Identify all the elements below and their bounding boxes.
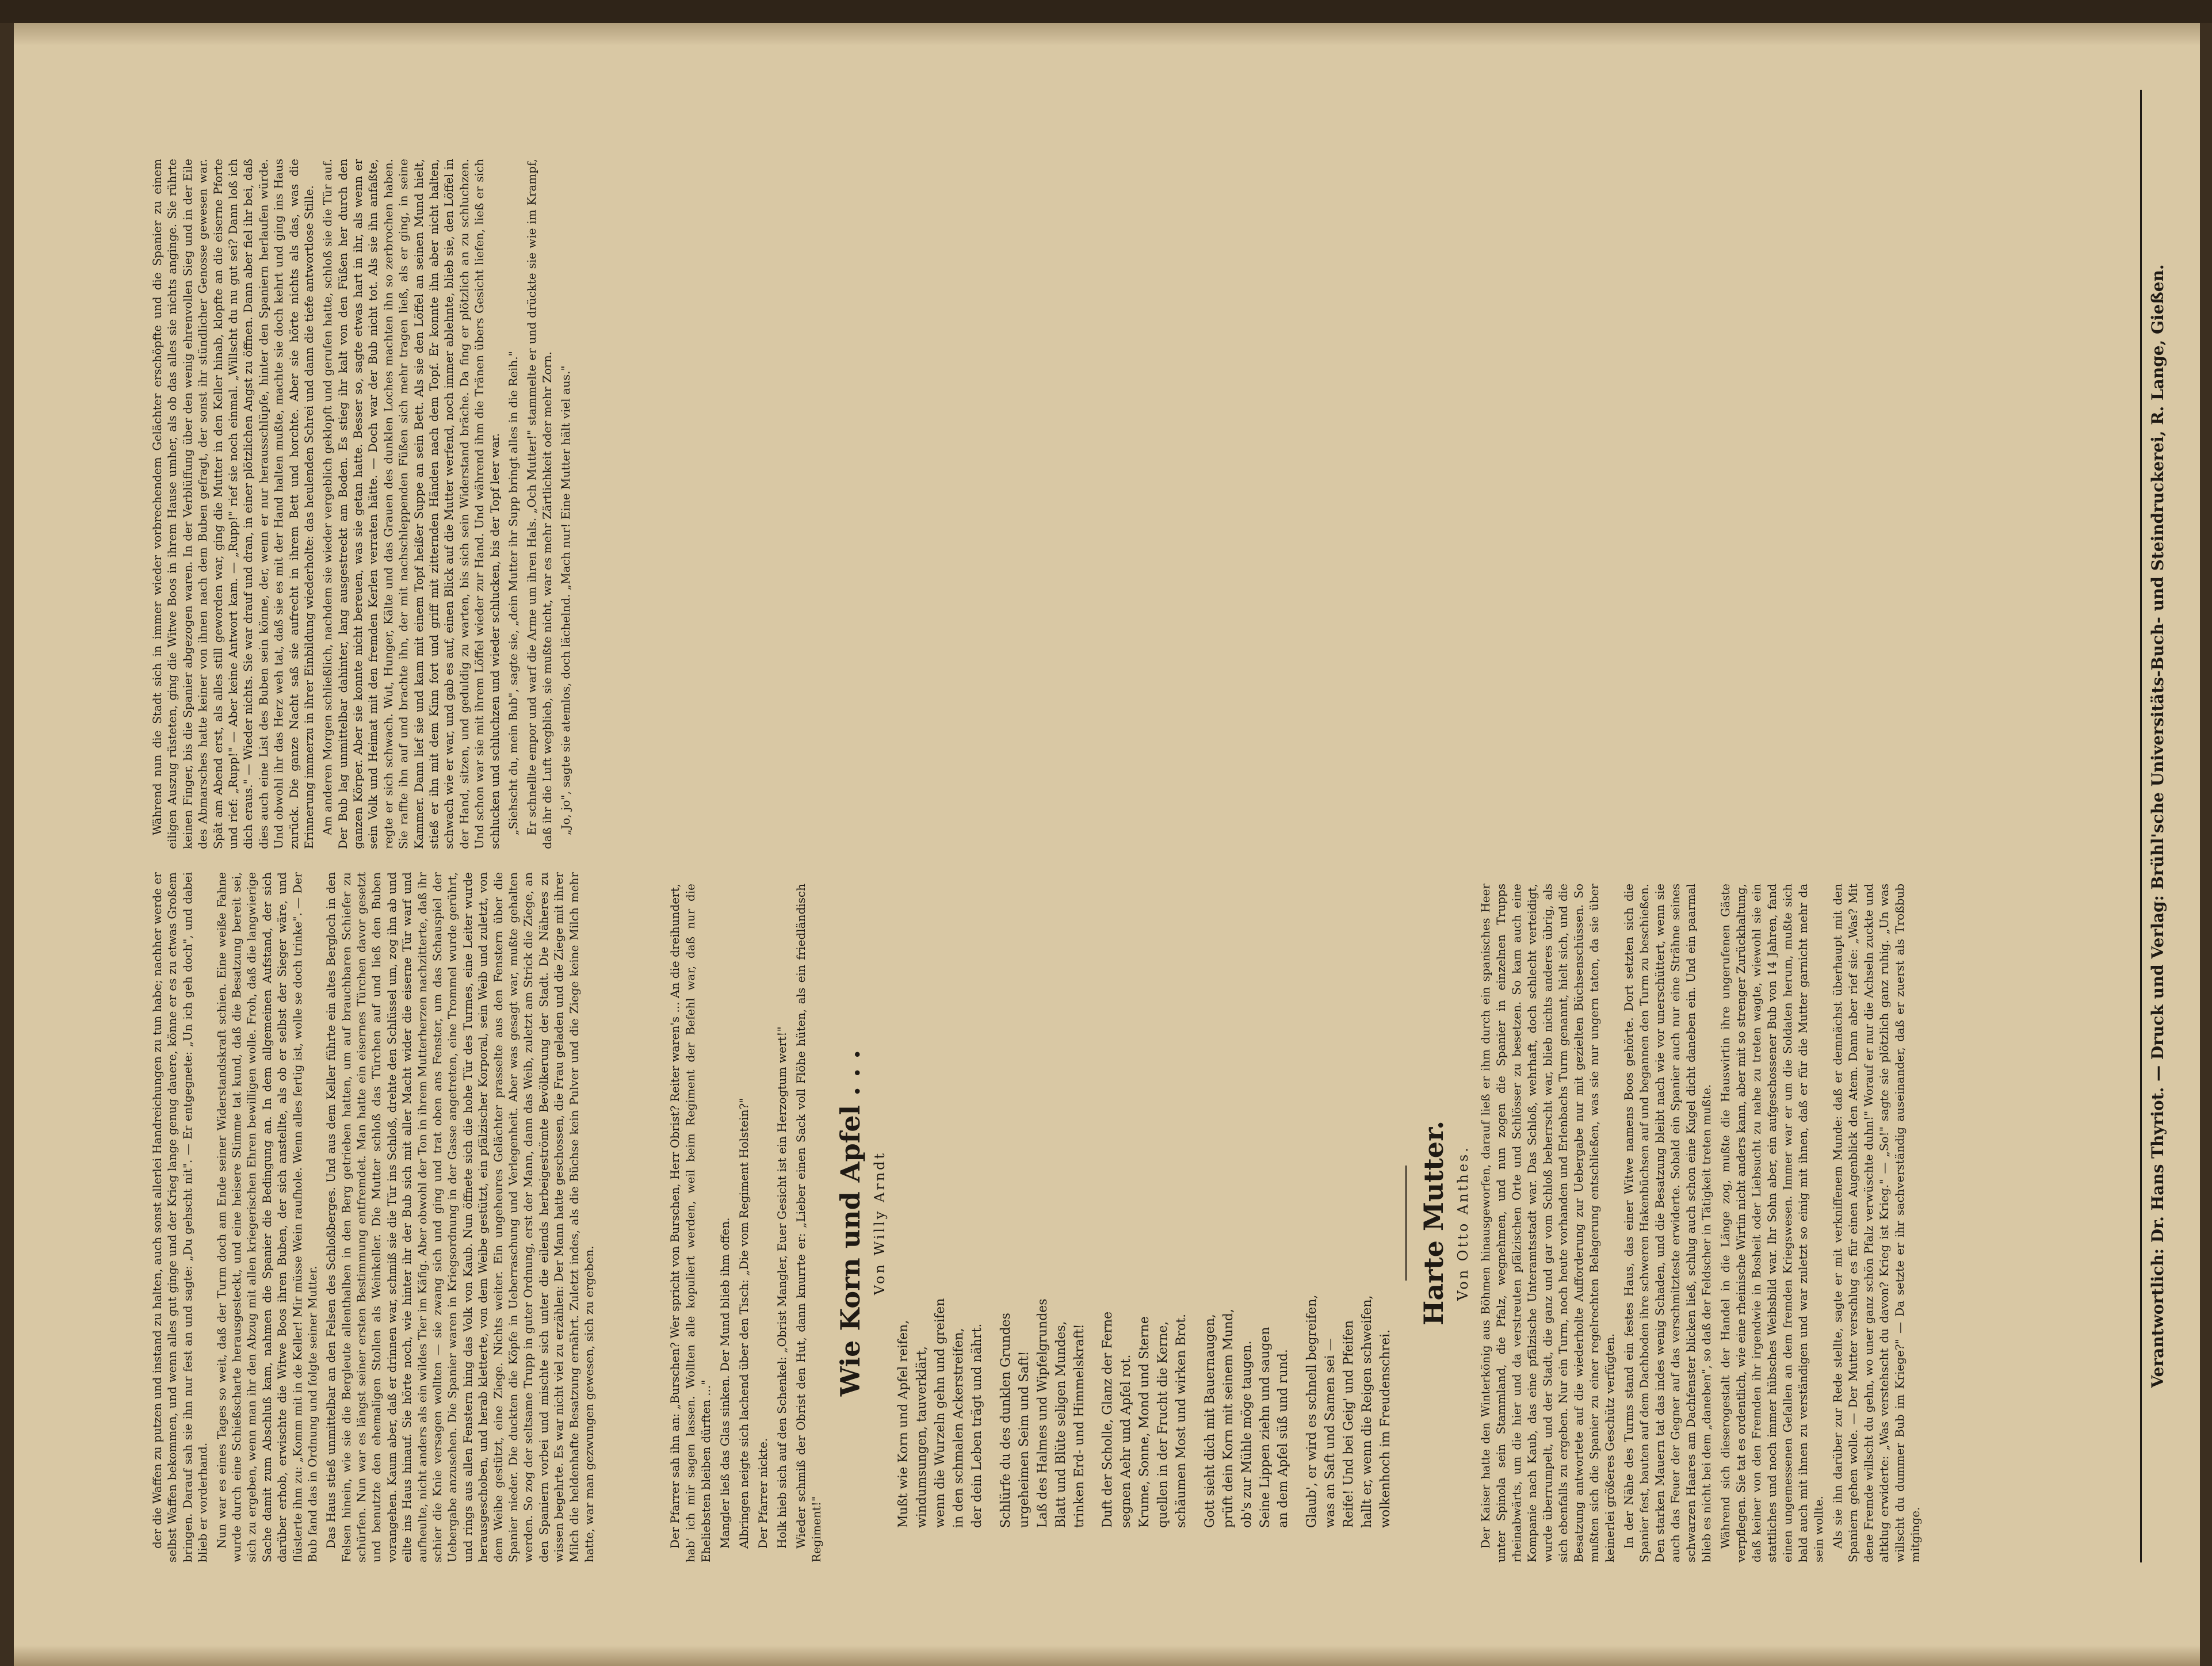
poem bbox=[895, 884, 1395, 1528]
poem-line: an dem Apfel süß und rund. bbox=[1276, 1349, 1291, 1528]
poem-line: wenn die Wurzeln gehn und greifen bbox=[933, 1298, 948, 1528]
story-paragraph: Während nun die Stadt sich in immer wieder vorbrechendem Gelächter erschöpfte und die Spanier zu einem eiligen Auszug rüsteten, ging die Witwe Boos in ihrem Hause umher, als ob das alles sie nichts anginge. Sie rührte keinen Finger, bis die Spanier abgezogen waren. In der Verblüffung über den wenig ehrenvollen Sieg und in der Eile des Abmarsches hatte keiner von ihnen nach dem Buben gefragt, der sonst ihr stündlicher Genosse gewesen war. Spät am Abend erst, als alles still geworden war, ging die Mutter in den Keller hinab, klopfte an die eiserne Pforte und rief: „Rupp!" — Aber keine Antwort kam. — „Rupp!" rief sie noch einmal. „Willscht du nu gut sei? Dann loß ich dich eraus." — Wieder nichts. Sie war drauf und dran, in einer plötzlichen Angst zu öffnen. Dann aber fiel ihr bei, daß dies auch eine List des Buben sein könne, der, wenn er nur herausschlüpfe, hinter den Spaniern herlaufen würde. Und obwohl ihr das Herz weh tat, daß sie es mit der Hand halten mußte, machte sie doch kehrt und ging ins Haus zurück. Die ganze Nacht saß sie aufrecht in ihrem Bett und horchte. Aber sie hörte nichts als das, was die Erinnerung immerzu in ihrer Einbildung wiederholte: das heulenden Schrei und dann die tiefe antwortlose Stille. bbox=[150, 159, 316, 849]
intro-paragraph: Albringen neigte sich lachend über den Tisch: „Die vom Regiment Holstein?" bbox=[737, 1098, 751, 1549]
story-paragraph: Nun war es eines Tages so weit, daß der Turm doch am Ende seiner Widerstandskraft schien. Eine weiße Fahne wurde durch eine Schießscharte herausgesteckt, und eine heisere Stimme tat kund, daß die Besatzung bereit sei, sich zu ergeben, wenn man ihr den Abzug mit allen kriegerischen Ehren bewilligen wolle. Froh, daß die langwierige Sache damit zum Abschluß kam, nahmen die Spanier die Bedingung an. In dem allgemeinen Aufstand, der sich darüber erhob, erwischte die Witwe Boos ihren Buben, der sich anstellte, als ob er selbst der Sieger wäre, und flüsterte ihm zu: „Komm mit in de Keller! Mir müsse Wein raufhole. Wenn alles fertig ist, wolle se doch trinke". — Der Bub fand das in Ordnung und folgte seiner Mutter. bbox=[214, 872, 319, 1562]
story-paragraph: Das Haus stieß unmittelbar an den Felsen des Schloßberges. Und aus dem Keller führte ein altes Bergloch in den Felsen hinein, wie sie die Bergleute allenthalben in den Berg getrieben hatten, um auf brauchbaren Schiefer zu schürfen. Nun war es längst seiner ersten Bestimmung entfremdet. Man hatte ein eisernes Türchen davor gesetzt und benutzte den ehemaligen Stollen als Weinkeller. Die Mutter schloß das Türchen auf und ließ den Buben vorangehen. Kaum aber, daß er drinnen war, schmiß sie die Tür ins Schloß, drehte den Schlüssel um, zog ihn ab und eilte ins Haus hinauf. Sie hörte noch, wie hinter ihr der Bub sich mit aller Macht wider die eiserne Tür warf und aufheulte, nicht anders als ein wildes Tier im Käfig. Aber obwohl der Ton in ihrem Mutterherzen nachzitterte, daß ihr schier die Knie versagen wollten — sie zwang sich und ging und trat oben ans Fenster, um das Schauspiel der Uebergabe anzusehen. Die Spanier waren in Kriegsordnung in der Gasse angetreten, eine Trommel wurde gerührt, und rings aus allen Fenstern hing das Volk von Kaub. Nun öffnete sich die hohe Tür des Turmes, eine Leiter wurde herausgeschoben, und herab kletterte, von dem Weibe gestützt, ein pfälzischer Korporal, sein Weib und zuletzt, von dem Weibe gestützt, eine Ziege. Nichts weiter. Ein ungeheures Gelächter prasselte aus den Fenstern über die Spanier nieder. Die duckten die Köpfe in Ueberraschung und Verlegenheit. Aber was gesagt war, mußte gehalten werden. So zog der seltsame Trupp in guter Ordnung, erst der Mann, dann das Weib, zuletzt am Strick die Ziege, an den Spaniern vorbei und mischte sich unter die eilends herbeigeströmte Bevölkerung der Stadt. Die Näheres zu wissen begehrte. Es war nicht viel zu erzählen: Der Mann hatte geschossen, die Frau geladen und die Ziege mit ihrer Milch die heldenhafte Besatzung ernährt. Zuletzt indes, als die Büchse kein Pulver und die Ziege keine Milch mehr hatte, war man gezwungen gewesen, sich zu ergeben. bbox=[324, 872, 596, 1562]
column-left bbox=[667, 884, 2140, 1562]
poem-line: Duft der Scholle, Glanz der Ferne bbox=[1101, 1311, 1115, 1528]
poem-line: prüft dein Korn mit seinem Mund, bbox=[1221, 1309, 1236, 1528]
poem-line: trinken Erd- und Himmelskraft! bbox=[1072, 1324, 1087, 1528]
intro-paragraphs bbox=[667, 884, 824, 1562]
poem-line: in den schmalen Ackerstreifen, bbox=[952, 1328, 966, 1528]
poem-line: urgeheimen Seim und Saft! bbox=[1017, 1351, 1031, 1528]
poem-stanza bbox=[1099, 884, 1190, 1528]
poem-title: Wie Korn und Apfel . . . bbox=[835, 1049, 866, 1397]
poem-line: Laß des Halmes und Wipfelgrundes bbox=[1035, 1298, 1050, 1528]
poem-line: was an Saft und Samen sei — bbox=[1323, 1338, 1338, 1528]
story-paragraph: In der Nähe des Turms stand ein festes Haus, das einer Witwe namens Boos gehörte. Dort setzten sich die Spanier fest, bauten auf dem Dachboden ihre schweren Hakenbüchsen auf und begannen den Turm zu beschießen. Den starken Mauern tat das indes wenig Schaden, und die Besatzung bleibt nach wie vor unerschüttert, wenn sie auch das Feuer der Gegner auf das verschmitzteste erwiderte. Sobald ein Spanier auch nur eine Strähne seines schwarzen Haares am Dachfenster blicken ließ, schlug auch schon eine Kugel dicht daneben ein. Und ein paarmal blieb es nicht bei dem „daneben", so daß der Feldscher in Tätigkeit treten mußte. bbox=[1622, 884, 1714, 1562]
poem-line: Reife! Und bei Geig' und Pfeifen bbox=[1342, 1320, 1357, 1528]
poem-line: Blatt und Blüte seligen Mundes, bbox=[1053, 1321, 1068, 1528]
story-paragraph: Der Kaiser hatte den Winterkönig aus Böhmen hinausgeworfen, darauf ließ er ihm durch ein spanisches Heer unter Spinola sein Stammland, die Pfalz, wegnehmen, und nun zogen die Spanier in einzelnen Trupps rheinabwärts, um die hier und da verstreuten pfälzischen Orte und Schlösser zu besetzen. So kam auch eine Kompanie nach Kaub, das eine pfälzische Unteramtsstadt war. Das Schloß, wehrhaft, doch schlecht verteidigt, wurde überrumpelt, und der Stadt, die ganz und gar vom Schloß beherrscht war, blieb nichts anderes übrig, als sich ebenfalls zu ergeben. Nur ein Turm, noch heute vorhanden und Erlenbachs Turm genannt, hielt sich, und die Besatzung antwortete auf die wiederholte Aufforderung zur Uebergabe nur mit gezielten Büchsenschüssen. So mußten sich die Spanier zu einer regelrechten Belagerung entschließen, was sie nur ungern taten, da sie über keinerlei größeres Geschütz verfügten. bbox=[1479, 884, 1617, 1562]
poem-line: wolkenhoch im Freudenschrei. bbox=[1378, 1329, 1393, 1528]
poem-line: Glaub', er wird es schnell begreifen, bbox=[1305, 1294, 1320, 1528]
story-paragraph: Als sie ihn darüber zur Rede stellte, sagte er mit verkniffenem Munde: daß er demnächst überhaupt mit den Spaniern gehen wolle. — Der Mutter verschlug es für einen Augenblick den Atem. Dann aber rief sie: „Was? Mit dene Fremde willscht du gehn, wo uner ganz schön Pfalz verwüschte duhn!" Worauf er nur die Achseln zuckte und altklug erwiderte: „Was verstehscht du davon? Krieg ist Krieg." — „So!" sagte sie plötzlich ganz ruhig. „Un was willscht du dummer Bub im Kriege?" — Da setzte er ihr sachverständig auseinander, daß er zuerst als Troßbub mitginge. bbox=[1831, 884, 1923, 1562]
story-title: Harte Mutter. bbox=[1418, 1120, 1449, 1326]
poem-line: schäumen Most und wirken Brot. bbox=[1174, 1313, 1189, 1528]
intro-paragraph: Holk hieb sich auf den Schenkel: „Obrist Mangler, Euer Gesicht ist ein Herzogtum wert!" bbox=[775, 1026, 789, 1549]
poem-line: Seine Lippen ziehn und saugen bbox=[1258, 1327, 1273, 1528]
poem-line: Schlürfe du des dunklen Grundes bbox=[998, 1313, 1013, 1528]
poem-author: Von Willy Arndt bbox=[872, 1151, 888, 1296]
story-author: Von Otto Anthes. bbox=[1454, 1145, 1471, 1301]
story-paragraph: Während sich dieserogestalt der Handel in die Länge zog, mußte die Hauswirtin ihre ungerufenen Gäste verpflegen. Sie tat es ordentlich, wie eine rheinische Wirtin nicht anders kann, aber mit so strenger Zurückhaltung, daß keiner von den Fremden ihr irgendwie in Bosheit oder Liebsucht zu nahe zu treten wagte, wiewohl sie ein stattliches und noch immer hübsches Weibsbild war. Ihr Sohn aber, ein aufgeschossener Bub von 14 Jahren, fand einen ungemessenen Gefallen an dem fremden Kriegswesen. Immer war er um die Soldaten herum, mußte sich bald auch mit ihnen zu verständigen und war zuletzt so einig mit ihnen, daß er für die Mutter garnicht mehr da sein wollte. bbox=[1718, 884, 1826, 1562]
section-divider bbox=[1405, 1166, 1407, 1281]
poem-line: Krume, Sonne, Mond und Sterne bbox=[1137, 1316, 1152, 1528]
intro-paragraph: Wieder schmiß der Obrist den Hut, dann knurrte er: „Lieber einen Sack voll Flöhe hüten, als ein friedländisch Regiment!" bbox=[794, 884, 823, 1562]
column-right bbox=[150, 159, 633, 1562]
imprint-footer: Verantwortlich: Dr. Hans Thyriot. — Druck und Verlag: Brühl'sche Universitäts-Buch- und Steindruckerei, R. Lange, Gießen. bbox=[2140, 90, 2176, 1562]
poem-stanza bbox=[997, 884, 1088, 1528]
story-paragraph: Am anderen Morgen schließlich, nachdem sie wieder vergeblich geklopft und gerufen hatte, schloß sie die Tür auf. Der Bub lag unmittelbar dahinter, lang ausgestreckt am Boden. Es stieg ihr kalt von den Füßen her durch den ganzen Körper. Aber sie konnte nicht bereuen, was sie getan hatte. Besser so, sagte etwas hart in ihr, als wenn er sein Volk und Heimat mit den fremden Kerlen verraten hätte. — Doch war der Bub nicht tot. Als sie ihn anfaßte, regte er sich schwach. Wut, Hunger, Kälte und das Grauen des dunklen Loches machten ihn so zerbrochen haben. Sie raffte ihn auf und brachte ihn, der mit nachschleppenden Füßen sich mehr tragen ließ, als er ging, in seine Kammer. Dann lief sie und kam mit einem Topf heißer Suppe an sein Bett. Als sie den Löffel an seinen Mund hielt, stieß er ihn mit dem Kinn fort und griff mit zitternden Händen nach dem Topf. Er konnte ihn aber nicht halten, schwach wie er war, und gab es auf, einen Blick auf die Mutter werfend, noch immer ablehnte, blieb sie, den Löffel in der Hand, sitzen, und geduldig zu warten, bis sich sein Widerstand bräche. Da fing er plötzlich an zu schluchzen. Und schon war sie mit ihrem Löffel wieder zur Hand. Und während ihm die Tränen übers Gesicht liefen, ließ er sich schlucken und schluchzen und wieder schlucken, bis der Topf leer war. bbox=[320, 159, 502, 849]
story-paragraph: der die Waffen zu putzen und instand zu halten, auch sonst allerlei Handreichungen zu tun habe; nachher werde er selbst Waffen bekommen, und wenn alles gut ginge und der Krieg lange genug dauere, könne er es zu etwas Großem bringen. Darauf sah sie ihn nur fest an und sagte: „Du gehscht nit". — Er entgegnete: „Un ich geh doch", und dabei blieb er vorderhand. bbox=[150, 872, 210, 1562]
poem-line: windumsungen, tauverklärt, bbox=[915, 1346, 930, 1528]
poem-line: segnen Aehr und Apfel rot. bbox=[1119, 1354, 1134, 1528]
story-paragraph: Er schnellte empor und warf die Arme um ihren Hals. „Och Mutter!" stammelte er und drückte sie wie im Krampf, daß ihr die Luft wegblieb, sie mußte nicht, war es mehr Zärtlichkeit oder mehr Zorn. bbox=[525, 159, 554, 849]
poem-line: quellen in der Frucht die Kerne, bbox=[1156, 1321, 1171, 1528]
poem-line: Mußt wie Korn und Apfel reifen, bbox=[896, 1320, 911, 1528]
poem-line: hallt er, wenn die Reigen schweifen, bbox=[1359, 1295, 1374, 1528]
intro-paragraph: Der Pfarrer sah ihn an: „Burschen? Wer spricht von Burschen, Herr Obrist? Reiter waren's ... An die dreihundert, hab' ich mir sagen lassen. Wollten alle kopuliert werden, weil beim Regiment der Befehl war, daß nur die Eheliebsten bleiben dürften ..." bbox=[668, 884, 713, 1562]
poem-line: der dein Leben trägt und nährt. bbox=[970, 1323, 985, 1528]
intro-paragraph: Der Pfarrer nickte. bbox=[756, 1438, 770, 1549]
story-paragraph: „Siehscht du, mein Bub", sagte sie, „dein Mutter ihr Supp bringt alles in die Reih." bbox=[506, 351, 520, 835]
poem-stanza bbox=[1303, 884, 1395, 1528]
intro-paragraph: Mangler ließ das Glas sinken. Der Mund blieb ihm offen. bbox=[718, 1217, 732, 1549]
story-paragraph: „Jo, jo", sagte sie atemlos, doch lächelnd. „Mach nur! Eine Mutter hält viel aus." bbox=[559, 365, 573, 835]
poem-line: ob's zur Mühle möge taugen. bbox=[1239, 1340, 1254, 1528]
poem-stanza bbox=[1201, 884, 1293, 1528]
poem-line: Gott sieht dich mit Bauernaugen, bbox=[1202, 1314, 1217, 1528]
poem-stanza bbox=[895, 884, 986, 1528]
